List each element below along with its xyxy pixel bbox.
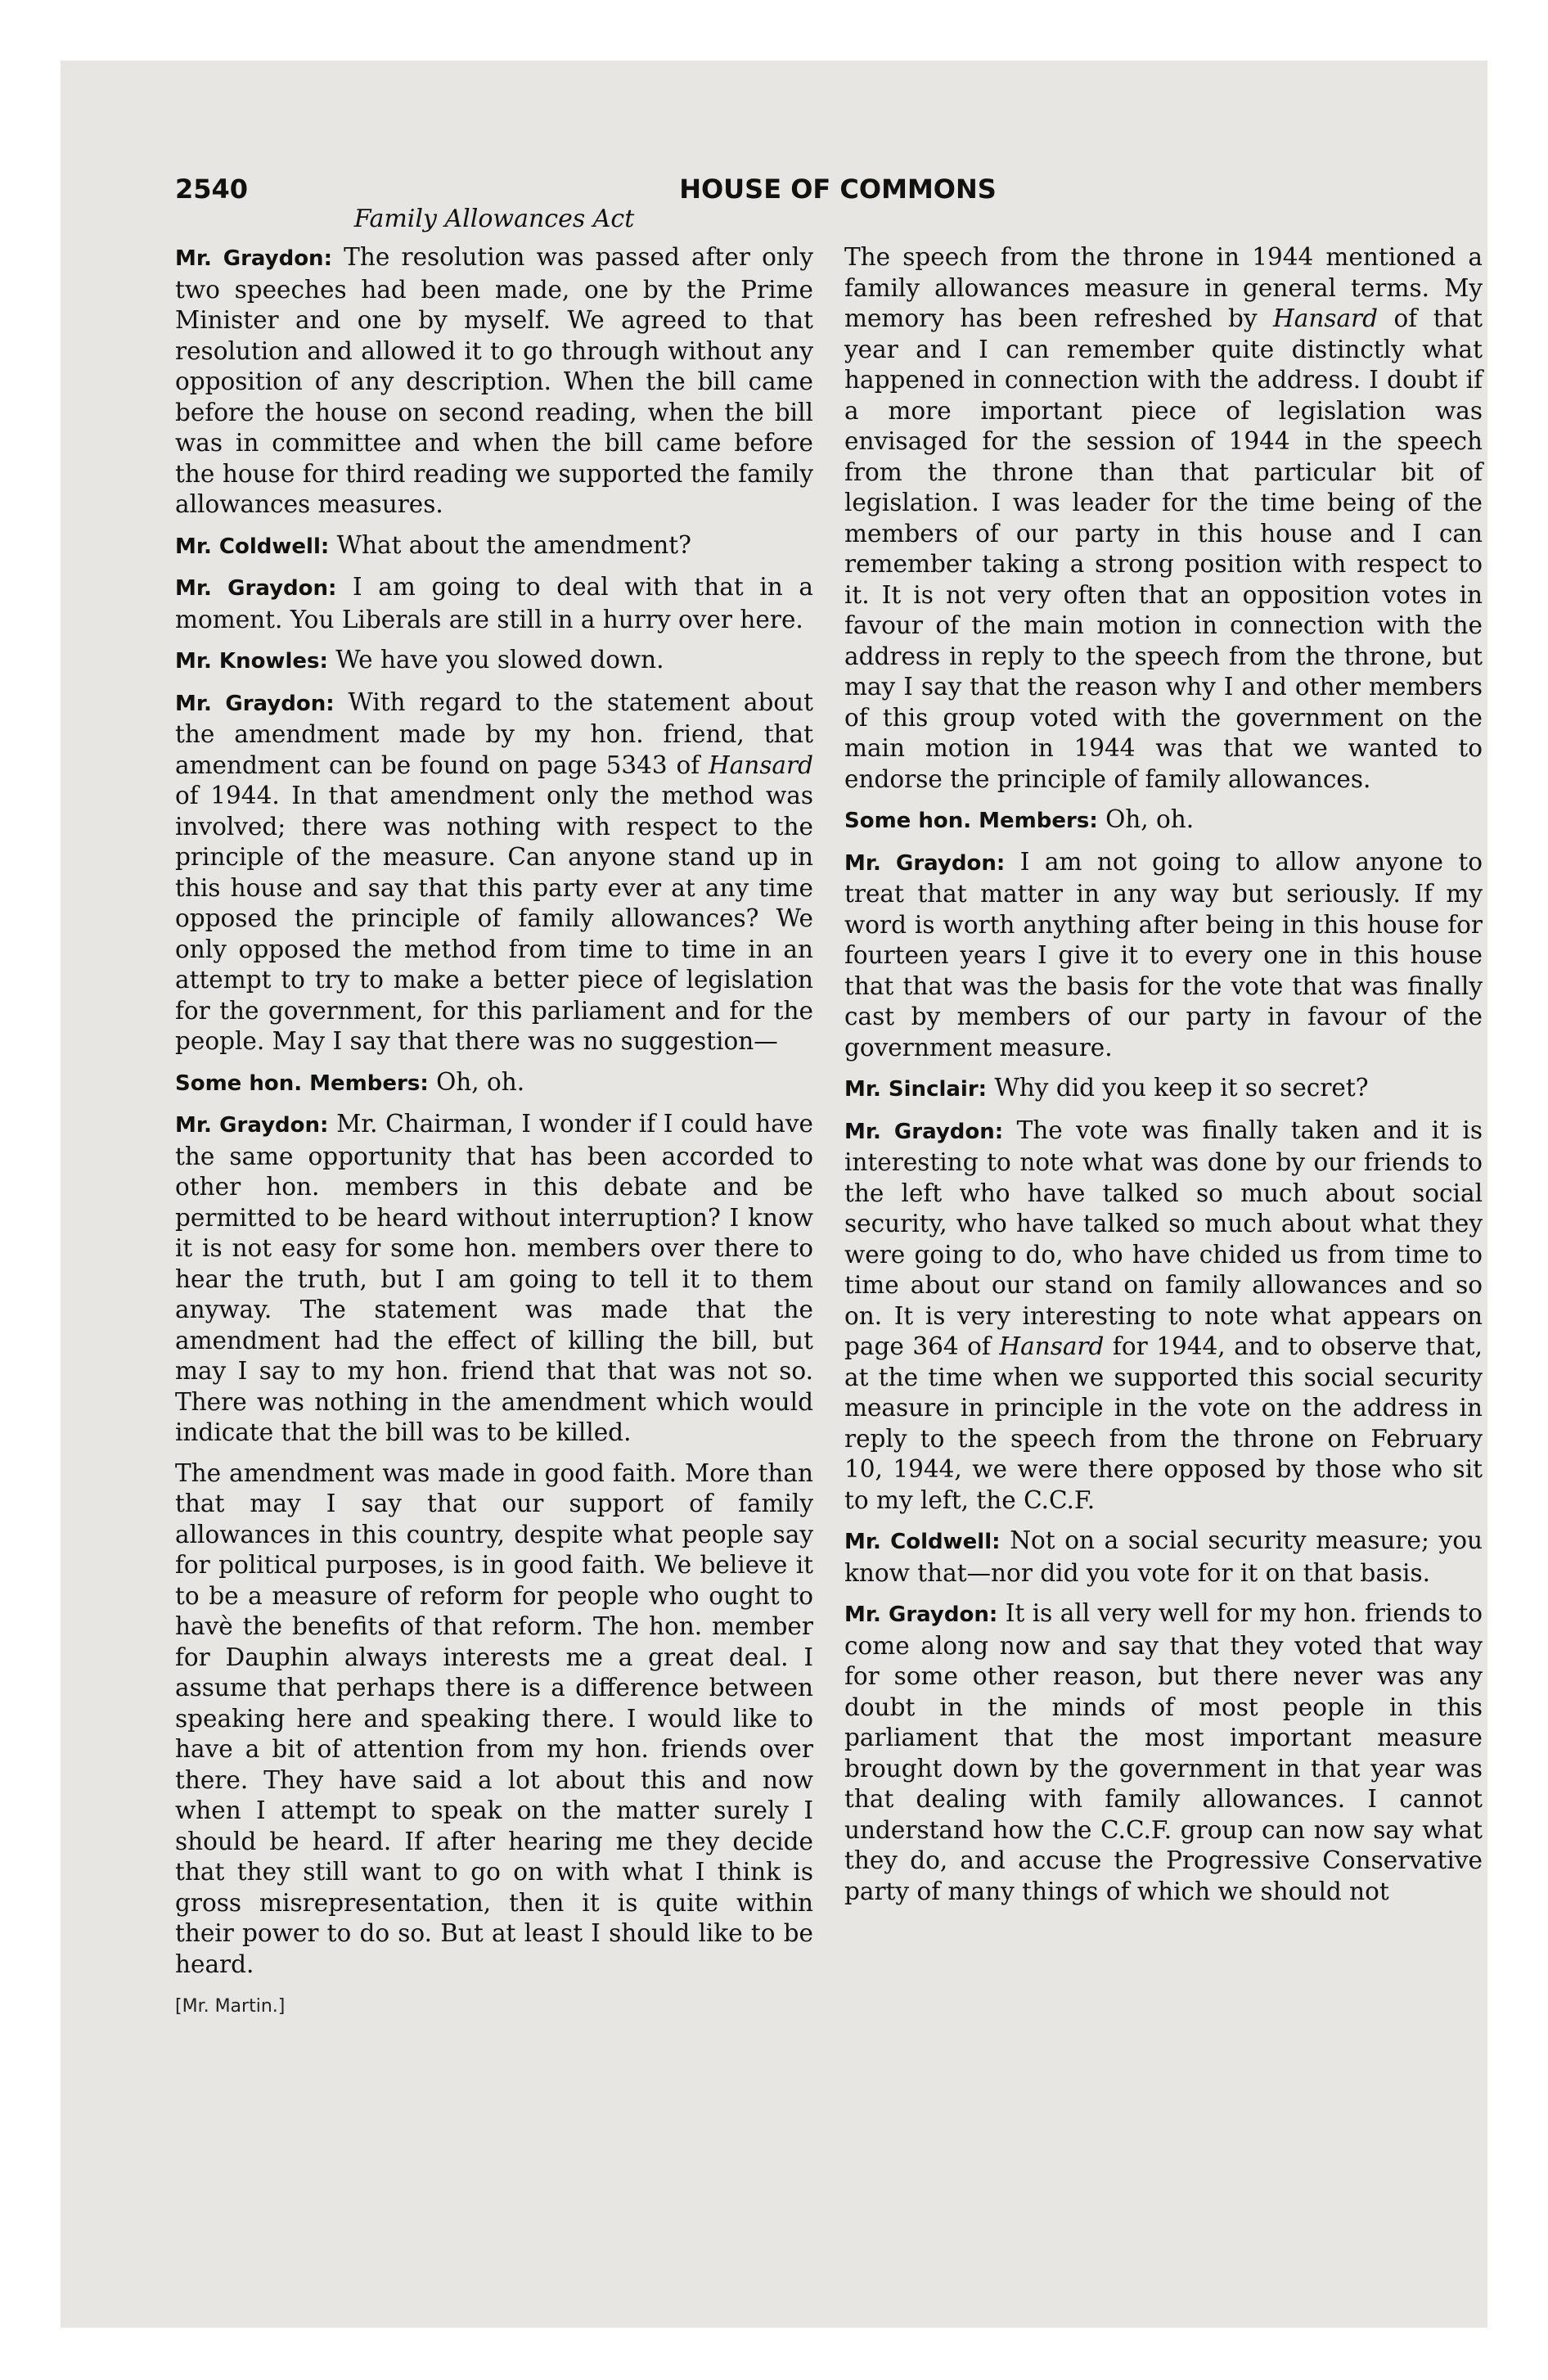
speaker-name: Mr. Graydon: xyxy=(844,850,1006,876)
paragraph xyxy=(844,1116,1483,1517)
paragraph xyxy=(844,1526,1483,1589)
italic-text: Hansard xyxy=(999,1332,1105,1360)
speech-text: The amendment was made in good faith. More than that may I say that our support of family allowances in this country, despite what people say for political purposes, is in good faith. We believe it to be a measure of reform for people who ought to havè the benefits of that reform. The hon. member for Dauphin always interests me a great deal. I assume that perhaps there is a difference between speaking here and speaking there. I would like to have a bit of attention from my hon. friends over there. They have said a lot about this and now when I attempt to speak on the matter surely I should be heard. If after hearing me they decide that they still want to go on with what I think is gross misrepresentation, then it is quite within their power to do so. But at least I should like to be heard. xyxy=(175,1458,813,1978)
speaker-name: Mr. Graydon: xyxy=(175,246,332,271)
journal-title: HOUSE OF COMMONS xyxy=(679,174,997,205)
speaker-name: Mr. Knowles: xyxy=(175,649,328,674)
speech-text: Oh, oh. xyxy=(1105,805,1195,833)
paragraph xyxy=(175,530,813,563)
speaker-name: Mr. Graydon: xyxy=(844,1602,998,1627)
speaker-name: Mr. Graydon: xyxy=(175,691,335,716)
speaker-name: Mr. Coldwell: xyxy=(175,534,330,559)
speaker-name: Mr. Graydon: xyxy=(175,576,337,601)
speech-text: I am going to deal with that in a moment. You Liberals are still in a hurry over here. xyxy=(175,573,813,633)
speech-text: of 1944. In that amendment only the method was involved; there was nothing with respect to the principle of the measure. Can anyone stand up in this house and say that this party ever at any time opposed the principle of family allowances? We only opposed the method from time to time in an attempt to try to make a better piece of legislation for the government, for this parliament and for the people. May I say that there was no suggestion— xyxy=(175,782,813,1055)
paragraph xyxy=(844,805,1483,837)
paragraph xyxy=(175,1458,813,1981)
speech-text: Oh, oh. xyxy=(436,1067,525,1096)
paragraph xyxy=(175,687,813,1057)
italic-text: Hansard xyxy=(708,751,813,779)
speaker-name: Some hon. Members: xyxy=(844,809,1098,833)
speech-text: for 1944, and to observe that, at the time when we supported this social security measure in principle in the vote on the address in reply to the speech from the throne on February 10, 1944, we were there opposed by those who sit to my left, the C.C.F. xyxy=(844,1332,1483,1514)
page-signature: [Mr. Martin.] xyxy=(175,1996,286,2017)
speech-text: What about the amendment? xyxy=(336,530,691,559)
speech-text: The vote was finally taken and it is interesting to note what was done by our friends to the left who have talked so much about social security, who have talked so much about what they were going to do, who have chided us from time to time about our stand on family allowances and so on. It is very interesting to note what appears on page 364 of xyxy=(844,1116,1483,1360)
paragraph xyxy=(175,242,813,521)
italic-text: Hansard xyxy=(1273,304,1379,332)
paragraph xyxy=(175,645,813,678)
paragraph xyxy=(175,1067,813,1100)
page-content xyxy=(175,167,1501,2336)
paragraph xyxy=(175,572,813,635)
speech-text: I am not going to allow anyone to treat that matter in any way but seriously. If my word is worth anything after being in this house for fourteen years I give it to every one in this house that that was the basis for the vote that was finally cast by members of our party in favour of the government measure. xyxy=(844,847,1483,1062)
scanned-page xyxy=(61,61,1487,2328)
speech-text: Not on a social security measure; you know that—nor did you vote for it on that basis. xyxy=(844,1526,1483,1587)
speaker-name: Mr. Graydon: xyxy=(175,1113,329,1138)
section-title: Family Allowances Act xyxy=(353,205,635,233)
speaker-name: Mr. Graydon: xyxy=(844,1119,1004,1144)
speaker-name: Mr. Sinclair: xyxy=(844,1077,988,1102)
paragraph xyxy=(844,1598,1483,1907)
paragraph xyxy=(844,1073,1483,1106)
left-column xyxy=(175,242,813,2022)
speech-text: We have you slowed down. xyxy=(335,646,664,674)
paragraph xyxy=(175,1109,813,1449)
speaker-name: Mr. Coldwell: xyxy=(844,1530,1001,1554)
speech-text: It is all very well for my hon. friends to come along now and say that they voted that way for some other reason, but there never was any doubt in the minds of most people in this parliament that the most important measure brought down by the government in that year was that dealing with family allowances. I cannot understand how the C.C.F. group can now say what they do, and accuse the Progressive Conservative party of many things of which we should not xyxy=(844,1599,1483,1905)
speech-text: of that year and I can remember quite distinctly what happened in connection with the address. I doubt if a more important piece of legislation was envisaged for the session of 1944 in the speech from the throne than that particular bit of legislation. I was leader for the time being of the members of our party in this house and I can remember taking a strong position with respect to it. It is not very often that an opposition votes in favour of the main motion in connection with the address in reply to the speech from the throne, but may I say that the reason why I and other members of this group voted with the government on the main motion in 1944 was that we wanted to endorse the principle of family allowances. xyxy=(844,304,1483,793)
speech-text: Why did you keep it so secret? xyxy=(994,1074,1369,1102)
right-column xyxy=(844,242,1483,1917)
speech-text: With regard to the statement about the amendment made by my hon. friend, that amendment can be found on page 5343 of xyxy=(175,687,813,779)
page-header xyxy=(175,167,1501,208)
page-number: 2540 xyxy=(175,174,249,205)
speech-text: The resolution was passed after only two speeches had been made, one by the Prime Minister and one by myself. We agreed to that resolution and allowed it to go through without any opposition of any description. When the bill came before the house on second reading, when the bill was in committee and when the bill came before the house for third reading we supported the family allowances measures. xyxy=(175,243,813,518)
paragraph xyxy=(844,847,1483,1064)
speaker-name: Some hon. Members: xyxy=(175,1071,429,1096)
speech-text: The speech from the throne in 1944 mentioned a family allowances measure in general terms. My memory has been refreshed by xyxy=(844,243,1483,332)
speech-text: Mr. Chairman, I wonder if I could have the same opportunity that has been accorded to other hon. members in this debate and be permitted to be heard without interruption? I know it is not easy for some hon. members over there to hear the truth, but I am going to tell it to them anyway. The statement was made that the amendment had the effect of killing the bill, but may I say to my hon. friend that that was not so. There was nothing in the amendment which would indicate that the bill was to be killed. xyxy=(175,1110,813,1446)
paragraph xyxy=(844,242,1483,795)
